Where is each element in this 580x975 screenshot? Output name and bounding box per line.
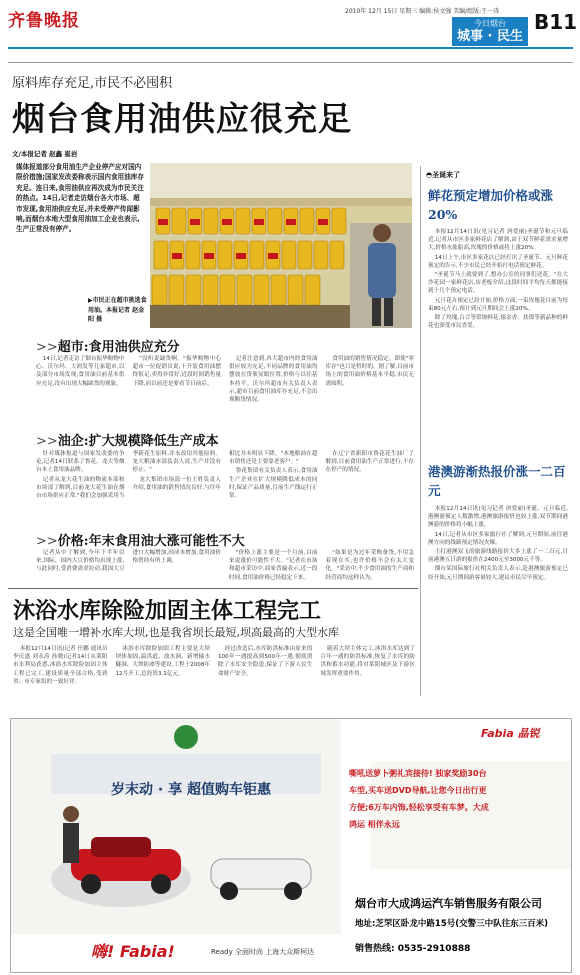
paragraph: 元旦花卉预定已经开始,价格方面,一束玫瑰花目前为每束80元左右,预计到元旦期间会上涨20%。 bbox=[428, 297, 568, 312]
masthead-rule bbox=[8, 47, 573, 49]
double-chevron-icon: >> bbox=[36, 434, 58, 449]
circle-icon: ◓ bbox=[426, 171, 433, 179]
section-body-supermarket bbox=[36, 355, 414, 435]
travel-headline: 港澳游渐热报价涨一二百元 bbox=[428, 464, 566, 498]
paragraph: 14日,记者走访了烟台振华购物中心、沃尔玛、大润发等几家超市,以及部分市场发现,食用油目前基本供应充足,没有出现大幅缺货的现象。 bbox=[36, 356, 125, 387]
ad-slogan: 岁末动 · 享 超值购车钜惠 bbox=[111, 782, 271, 798]
paragraph: 14日上午,市区多家花店已经打出了圣诞节、元旦鲜花预定的告示,不少市民已经开始打电话预定鲜花。 bbox=[428, 254, 568, 269]
kicker: 原料库存充足,市民不必囤积 bbox=[12, 76, 173, 91]
section-heading-price bbox=[36, 530, 245, 549]
paragraph: "没听说缺货啊。"振华购物中心超市一位促销员说,十升装食用油摆得很足,卖得非常好,近段时间销售量下降,而以前还是要看节日前后。 bbox=[132, 356, 221, 387]
dealer-address: 地址:芝罘区卧龙中路15号(交警三中队往东三百米) bbox=[355, 919, 548, 929]
reservoir-deck: 这是全国唯一增补水库大坝,也是我省坝长最短,坝高最高的大型水库 bbox=[13, 626, 339, 639]
section-heading-text: 超市:食用油供应充分 bbox=[57, 340, 180, 355]
section-top: 今日烟台 bbox=[474, 19, 506, 28]
divider bbox=[8, 62, 573, 63]
travel-story-body bbox=[428, 505, 568, 705]
paragraph: 主打港澳双飞的旅游线路报价大多上涨了一二百元,目前港澳五日游的报价在2400元至3000元不等。 bbox=[428, 549, 568, 564]
paragraph: 记者从龙大花生油的物流本部和市场部了解到,目前龙大花生油在烟台市场供应正常,"我们会加强采用当季新花生原料,并未改用其他原料。龙大粮油本部负责人说,生产并没有停止。" bbox=[36, 451, 221, 500]
byline: 文/本报记者 赵鑫 崔岩 bbox=[12, 150, 78, 158]
ad-brand-top: Fabia 晶锐 bbox=[481, 727, 540, 740]
section-heading-text: 油企:扩大规模降低生产成本 bbox=[57, 434, 219, 449]
ad-brand-sub: Ready 全面时尚 上海大众斯柯达 bbox=[211, 948, 315, 956]
paragraph: 经过改造后,水库防洪标准由原来的100年一遇提高到500年一遇,彻底消除了水库安全隐患,保证了下游人民生命财产安全。 bbox=[218, 646, 313, 677]
page-title: 烟台食用油供应很充足 bbox=[12, 99, 352, 138]
reservoir-headline: 沐浴水库除险加固主体工程完工 bbox=[13, 598, 322, 624]
caption-text: 市民正在超市挑选食用油。本报记者 赵金阳 摄 bbox=[88, 297, 147, 323]
section-heading-supermarket bbox=[36, 336, 180, 355]
paragraph: "圣诞节马上就要到了,想办公室的同事们送花。"在大沙花园一家鲜花店,店老板介绍,这段时间平均每天都能接到十几个预定电话。 bbox=[428, 272, 568, 295]
paragraph: 烟台某国际旅行社相关负责人表示,赴港澳旅游预定已经开始,元旦期间游客量较大,建议市民尽早预定。 bbox=[428, 566, 568, 581]
flower-headline: 鲜花预定增加价格或涨20% bbox=[428, 188, 554, 222]
paragraph: 鲁花集团有关负责人表示,食用油生产企业在扩大规模降低成本的同时,保证产品质量,目前生产线运行正常。 bbox=[229, 468, 318, 500]
paragraph: 除了玫瑰,百合等常规鲜花,郁金香、扶郎等新品种的鲜花也深受市民喜爱。 bbox=[428, 315, 568, 330]
paragraph: 沐浴水库除险加固工程主要是大坝坝体加固,溢洪道、放水洞、新增输水隧洞、大坝防渗等建设,工程于2008年12月开工,总投资3.1亿元。 bbox=[115, 646, 210, 677]
paragraph: 记者注意到,各大超市内的食用油供应较为充足,不同品牌的食用油均摆放在货架显眼位置,价格与以往基本持平。沃尔玛超市有关负责人表示,超市目前食用油库存充足,不会出现断货情况。 bbox=[229, 356, 318, 404]
page-number: B11 bbox=[534, 10, 578, 34]
paragraph: 本报12月14日讯(见习记者 唐爱丽)圣诞、元旦临近,港澳游预定人数激增,港澳旅游报价也较上涨,双节期间港澳游的价格将小幅上涨。 bbox=[428, 506, 568, 529]
paragraph: 龙大集团市场部一位王姓负责人介绍,食用油的销售情况良好,与往年相比并未明显下降。"本地粮油在超市销售还是主要靠老客户。" bbox=[132, 451, 318, 491]
dealer-name: 烟台市大成鸿运汽车销售服务有限公司 bbox=[355, 897, 542, 910]
car-advertisement[interactable] bbox=[10, 718, 572, 973]
section-label bbox=[452, 17, 528, 46]
section-heading-text: 价格:年末食用油大涨可能性不大 bbox=[57, 534, 245, 549]
section-body-price bbox=[36, 549, 414, 587]
paragraph: 本报12月14日讯(见习记者 唐爱丽)圣诞节和元旦临近,记者从市区多家鲜花店了解到,由于双节鲜花需求量增大,价格水涨船高,玫瑰的价格或将上涨20%。 bbox=[428, 229, 568, 252]
section-heading-oil-companies bbox=[36, 430, 219, 449]
column-divider bbox=[420, 166, 421, 696]
flower-story-body bbox=[428, 228, 568, 454]
dealer-phone: 销售热线: 0535-2910888 bbox=[355, 944, 471, 954]
ad-brand-name: 嗨! Fabia! bbox=[91, 942, 175, 961]
paragraph: "价格上涨主要是一个月前,目前来说涨价可能性不大。"记者在市场和超市采访中,商家普遍表示,近一段时间,食用油价格已经稳定下来。 bbox=[229, 550, 318, 581]
paragraph: 本报12月14日讯(记者 任鹏 通讯员 李庆盛 刘永涛 孙晓)记者14日从莱阳市水利局获悉,沐浴水库除险加固主体工程已完工,建设质量全部合格,受到省、市专家组的一致好评。 bbox=[13, 646, 108, 685]
ad-promo: 嘶吼送萝卜粥礼宾接待! 独家奖励30台车型,买车送DVD导航,让您今日出行更方便;6万车内饰,轻松享受有车梦。大成鸿运 相伴永远 bbox=[349, 769, 489, 829]
paragraph: 食用油的销售情况稳定。即使"零库存"也只是暂时的。据了解,目前市场上的食用油价格基本平稳,市民无需囤积。 bbox=[325, 356, 414, 387]
paragraph: "如果是为过年采购备货,不用急着现在买,也许价格不会有太大变化。"采访中,不少食用油的生产商和经营商均这样认为。 bbox=[325, 550, 414, 581]
reservoir-body bbox=[13, 645, 415, 713]
triangle-icon: ▶ bbox=[88, 297, 93, 304]
section-title: 城事 · 民生 bbox=[457, 29, 523, 44]
paragraph: 在辽宁省新阳市鲁花花生油厂了解到,目前食用油生产正常进行,不存在停产的情况。 bbox=[325, 451, 414, 474]
double-chevron-icon: >> bbox=[36, 340, 58, 355]
double-chevron-icon: >> bbox=[36, 534, 58, 549]
paragraph: 记者从中了解到,今年下半年以来,国际、国内大豆价格均出现上涨,与此同时,受消费需求拉动,我国大豆进口大幅增加,因成本增加,食用油价格曾经有所上调。 bbox=[36, 550, 221, 573]
paragraph: 14日,记者从市区多家旅行社了解到,元旦期间,前往港澳方向的线路预定情况火爆。 bbox=[428, 531, 568, 546]
christmas-tag bbox=[426, 170, 460, 180]
lead-paragraph: 媒体报道部分食用油生产企业停产应对国内限价措施;国家发改委称表示国内食用油库存充足。连日来,食用油供应再次成为市民关注的热点。14日,记者走访烟台各大市场、超市发现,食用油供应充足,并未受停产传闻影响,而烟台本地大型食用油加工企业也表示,生产正常没有停产。 bbox=[16, 163, 144, 234]
newspaper-logo: 齐鲁晚报 bbox=[8, 11, 80, 31]
issue-meta: 2010年 12月 15日 星期三 编辑:侯文强 美编/组版:王一涛 bbox=[345, 8, 500, 15]
paragraph: 针对媒体报道与国家发改委的争论,记者14日联系了鲁花、龙大等烟台本土食用油品牌。 bbox=[36, 451, 125, 474]
tag-text: 圣诞来了 bbox=[432, 171, 461, 179]
paragraph: 随着大坝主体完工,沐浴水库达到了百年一遇的防洪标准,恢复了水库的防洪和蓄水功能,将对莱阳城区及下游区域发挥重要作用。 bbox=[320, 646, 415, 677]
photo-caption bbox=[88, 296, 148, 325]
supermarket-photo bbox=[150, 163, 412, 328]
divider bbox=[8, 588, 418, 589]
